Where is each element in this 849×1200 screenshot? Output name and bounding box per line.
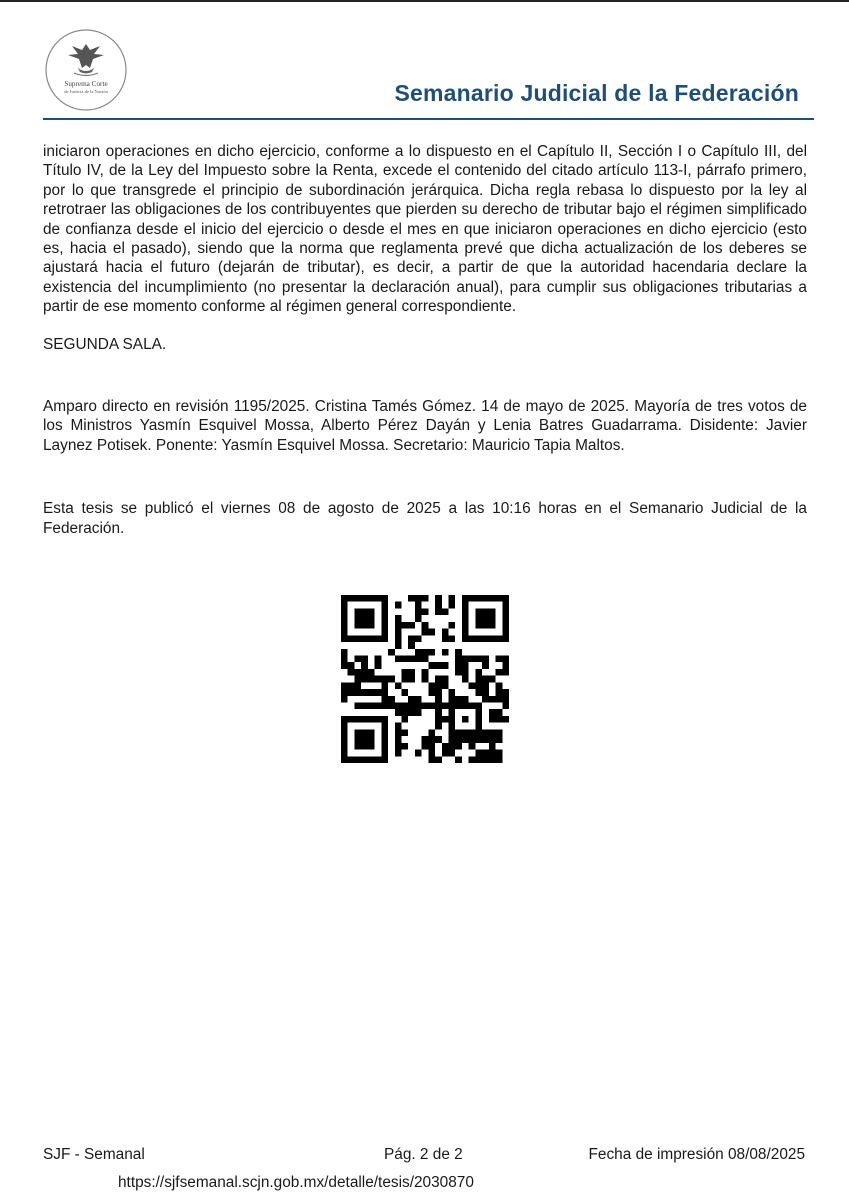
- document-body: [43, 142, 807, 538]
- footer-page-number: Pág. 2 de 2: [384, 1146, 463, 1163]
- paragraph-thesis-text: iniciaron operaciones en dicho ejercicio, conforme a lo dispuesto en el Capítulo II, Sección I o Capítulo III, del Título IV, de la Ley del Impuesto sobre la Renta, excede el contenido del citado artículo 113-I, párrafo primero, por lo que transgrede el principio de subordinación jerárquica. Dicha regla rebasa lo dispuesto por la ley al retrotraer las obligaciones de los contribuyentes que pierden su derecho de tributar bajo el régimen simplificado de confianza desde el inicio del ejercicio o desde el mes en que iniciaron operaciones en dicho ejercicio (esto es, hacia el pasado), siendo que la norma que reglamenta prevé que dicha actualización de los deberes se ajustará hacia el futuro (dejarán de tributar), es decir, a partir de que la autoridad hacendaria declare la existencia del incumplimiento (no presentar la declaración anual), para cumplir sus obligaciones tributarias a partir de ese momento conforme al régimen general correspondiente.: [43, 143, 807, 316]
- footer-print-date: Fecha de impresión 08/08/2025: [588, 1146, 805, 1163]
- scjn-logo: [44, 28, 128, 112]
- logo-text-line1: Suprema Corte: [64, 80, 108, 88]
- court-chamber: SEGUNDA SALA.: [43, 335, 167, 353]
- qr-code-icon: [341, 595, 509, 763]
- header-divider: [43, 118, 814, 120]
- qr-code: [341, 595, 509, 763]
- footer-publication-name: SJF - Semanal: [43, 1146, 145, 1163]
- logo-text-line2: de Justicia de la Nación: [64, 89, 108, 94]
- footer-url: https://sjfsemanal.scjn.gob.mx/detalle/tesis/2030870: [118, 1174, 474, 1191]
- eagle-seal-icon: [44, 28, 128, 112]
- page-title: Semanario Judicial de la Federación: [394, 80, 799, 106]
- publication-note: Esta tesis se publicó el viernes 08 de agosto de 2025 a las 10:16 horas en el Semanario Judicial de la Federación.: [43, 500, 807, 537]
- page-top-border: [0, 0, 849, 2]
- case-precedent: Amparo directo en revisión 1195/2025. Cristina Tamés Gómez. 14 de mayo de 2025. Mayoría de tres votos de los Ministros Yasmín Esquivel Mossa, Alberto Pérez Dayán y Lenia Batres Guadarrama. Disidente: Javier Laynez Potisek. Ponente: Yasmín Esquivel Mossa. Secretario: Mauricio Tapia Maltos.: [43, 398, 807, 454]
